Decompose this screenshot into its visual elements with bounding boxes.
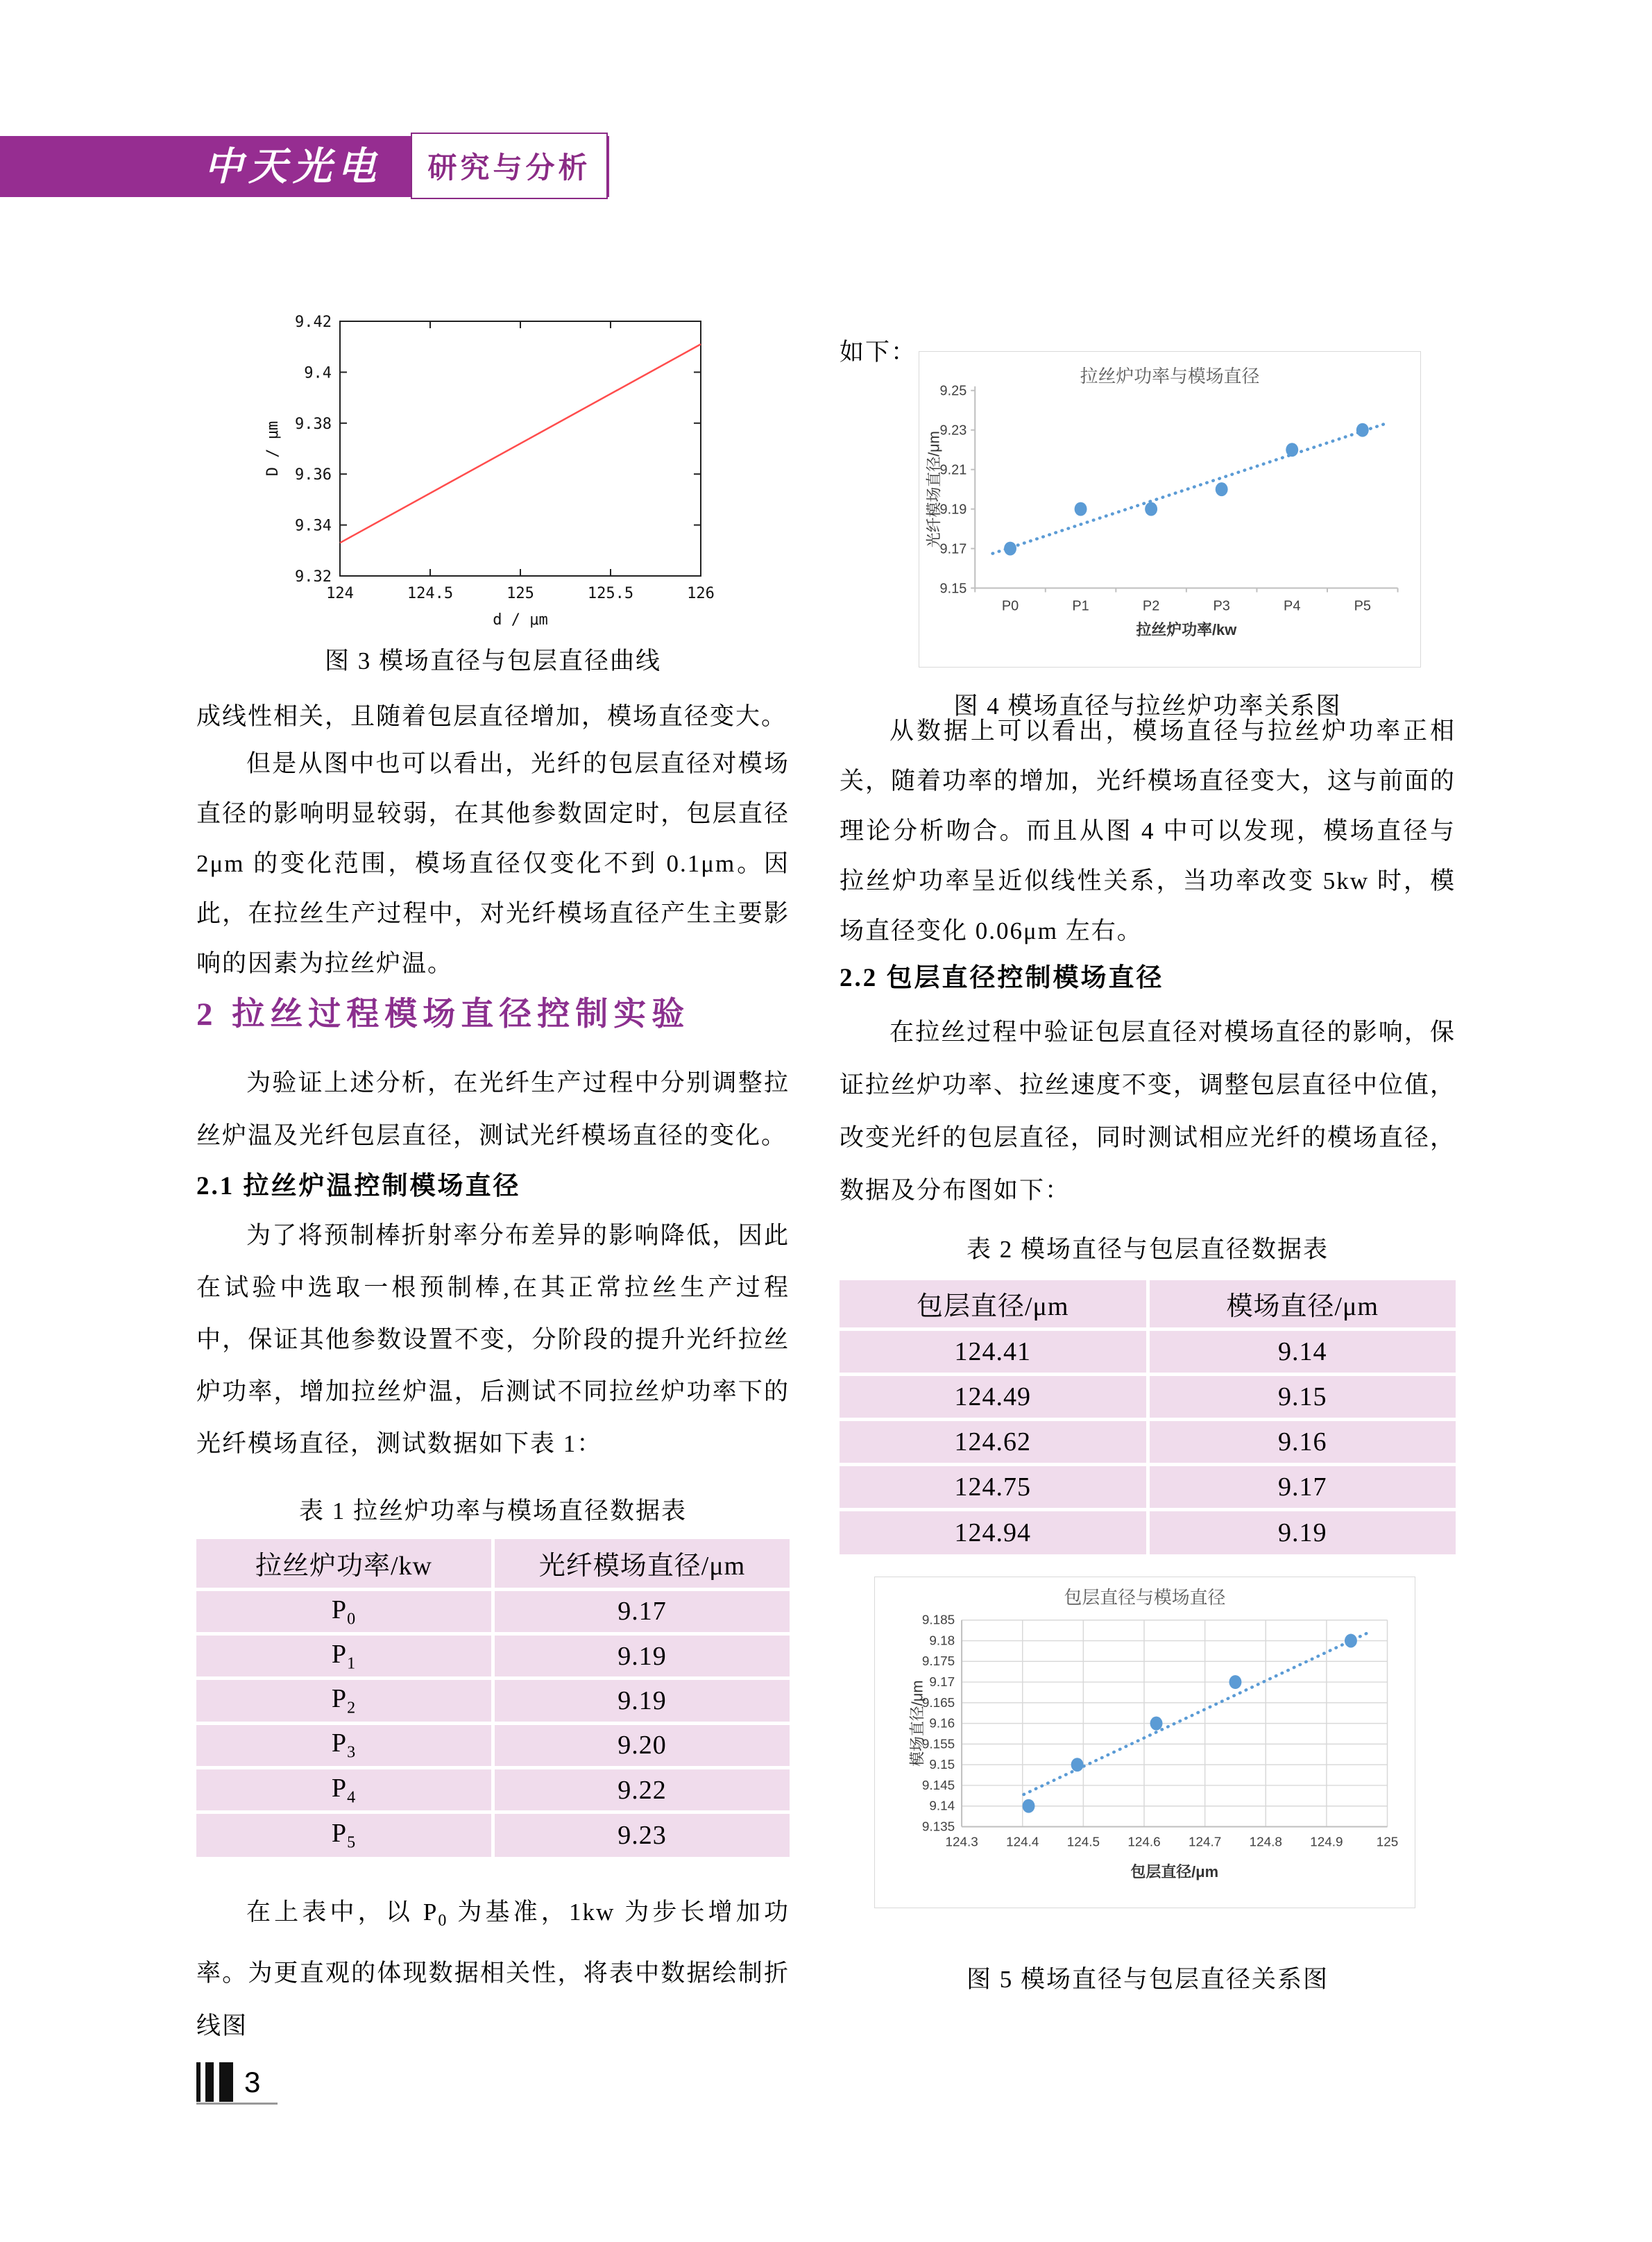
table1-power-cell: $P_2$ — [196, 1679, 493, 1723]
svg-text:9.23: 9.23 — [939, 423, 967, 439]
table1-note-pre: 在上表中，以 P — [246, 1899, 438, 1926]
table2-cladding-cell: 124.94 — [840, 1509, 1148, 1554]
table2-row — [840, 1329, 1456, 1374]
paragraph-verify-analysis: 为验证上述分析，在光纤生产过程中分别调整拉丝炉温及光纤包层直径，测试光纤模场直径的变化。 — [196, 1069, 790, 1149]
svg-text:124.3: 124.3 — [945, 1835, 978, 1850]
table2-column-header: 包层直径/μm — [840, 1280, 1148, 1329]
svg-text:126: 126 — [687, 585, 715, 602]
svg-text:125: 125 — [506, 585, 534, 602]
svg-text:9.135: 9.135 — [921, 1819, 955, 1835]
footer-rule — [196, 2103, 278, 2105]
svg-text:光纤模场直径/μm: 光纤模场直径/μm — [925, 430, 943, 548]
svg-text:D / μm: D / μm — [264, 421, 282, 477]
section-tag-label: 研究与分析 — [427, 151, 591, 184]
table2-mfd-cell: 9.19 — [1148, 1509, 1456, 1554]
figure4-chart — [919, 351, 1421, 668]
paragraph-lead-in: 如下： — [840, 339, 917, 366]
svg-text:d / μm: d / μm — [493, 611, 548, 629]
table1-note-post: 为基准，1kw 为步长增加功率。为更直观的体现数据相关性，将表中数据绘制折线图 — [196, 1899, 790, 2039]
svg-text:P4: P4 — [1284, 598, 1301, 614]
svg-text:9.165: 9.165 — [921, 1695, 955, 1710]
section-heading-2-2: 2.2 包层直径控制模场直径 — [840, 964, 1164, 992]
table1-power-cell: $P_3$ — [196, 1723, 493, 1767]
figure4-caption: 图 4 模场直径与拉丝炉功率关系图 — [953, 693, 1342, 720]
svg-text:9.38: 9.38 — [295, 415, 332, 433]
table2-mfd-cell: 9.14 — [1148, 1329, 1456, 1374]
svg-text:124: 124 — [326, 585, 354, 602]
svg-text:124.6: 124.6 — [1127, 1835, 1161, 1850]
table1-column-header: 拉丝炉功率/kw — [196, 1539, 493, 1589]
table-cladding-mfd — [840, 1280, 1456, 1554]
table1-mfd-cell: 9.22 — [493, 1767, 790, 1812]
table1-header-row — [196, 1539, 790, 1589]
svg-text:P5: P5 — [1354, 598, 1371, 614]
svg-text:包层直径/μm: 包层直径/μm — [1130, 1863, 1219, 1881]
svg-text:P0: P0 — [1001, 598, 1019, 614]
svg-text:9.16: 9.16 — [929, 1716, 955, 1731]
figure5-chart — [874, 1577, 1415, 1908]
svg-text:模场直径/μm: 模场直径/μm — [908, 1680, 926, 1767]
table2-column-header: 模场直径/μm — [1148, 1280, 1456, 1329]
table1-mfd-cell: 9.20 — [493, 1723, 790, 1767]
page-footer-marker-icon — [196, 2062, 233, 2102]
figure3-caption: 图 3 模场直径与包层直径曲线 — [324, 647, 661, 674]
svg-text:124.5: 124.5 — [1066, 1835, 1100, 1850]
svg-text:125: 125 — [1376, 1835, 1399, 1850]
page-number: 3 — [244, 2066, 261, 2098]
paragraph-cladding-weak-effect: 但是从图中也可以看出，光纤的包层直径对模场直径的影响明显较弱，在其他参数固定时，包层直径 2μm 的变化范围，模场直径仅变化不到 0.1μm。因此，在拉丝生产过程中，对光纤模场直径产生主要影响的因素为拉丝炉温。 — [196, 750, 790, 977]
table2-cladding-cell: 124.62 — [840, 1419, 1148, 1464]
table1-note-sub: 0 — [438, 1912, 448, 1930]
svg-text:9.15: 9.15 — [939, 581, 967, 597]
figure5-caption: 图 5 模场直径与包层直径关系图 — [966, 1966, 1329, 1993]
svg-text:9.25: 9.25 — [939, 383, 967, 399]
table1-caption: 表 1 拉丝炉功率与模场直径数据表 — [298, 1497, 687, 1525]
table2-row — [840, 1419, 1456, 1464]
svg-text:9.32: 9.32 — [295, 568, 332, 586]
table2-header-row — [840, 1280, 1456, 1329]
table1-mfd-cell: 9.23 — [493, 1812, 790, 1857]
table2-cladding-cell: 124.41 — [840, 1329, 1148, 1374]
table2-caption: 表 2 模场直径与包层直径数据表 — [966, 1236, 1329, 1263]
table1-row — [196, 1767, 790, 1812]
section-heading-2-1: 2.1 拉丝炉温控制模场直径 — [196, 1172, 521, 1200]
table2-mfd-cell: 9.17 — [1148, 1464, 1456, 1509]
table1-power-cell: $P_1$ — [196, 1634, 493, 1679]
paragraph-furnace-experiment: 为了将预制棒折射率分布差异的影响降低，因此在试验中选取一根预制棒,在其正常拉丝生产过程中，保证其他参数设置不变，分阶段的提升光纤拉丝炉功率，增加拉丝炉温，后测试不同拉丝炉功率下的光纤模场直径，测试数据如下表 1： — [196, 1222, 790, 1457]
section-heading-2: 2 拉丝过程模场直径控制实验 — [196, 996, 690, 1033]
section-tag-box — [411, 133, 608, 199]
svg-text:9.155: 9.155 — [921, 1737, 955, 1752]
table1-row — [196, 1634, 790, 1679]
svg-text:9.4: 9.4 — [304, 364, 332, 382]
paragraph-power-positive-correlation: 从数据上可以看出，模场直径与拉丝炉功率正相关，随着功率的增加，光纤模场直径变大，这与前面的理论分析吻合。而且从图 4 中可以发现，模场直径与拉丝炉功率呈近似线性关系，当功率改变 5kw 时，模场直径变化 0.06μm 左右。 — [840, 717, 1456, 944]
svg-text:9.14: 9.14 — [929, 1799, 955, 1814]
table1-power-cell: $P_0$ — [196, 1589, 493, 1633]
table1-mfd-cell: 9.19 — [493, 1679, 790, 1723]
svg-text:拉丝炉功率与模场直径: 拉丝炉功率与模场直径 — [1080, 366, 1260, 387]
brand-logo: 中天光电 — [204, 144, 382, 189]
paragraph-linear-relation: 成线性相关，且随着包层直径增加，模场直径变大。 — [196, 703, 787, 730]
svg-text:9.185: 9.185 — [921, 1613, 955, 1628]
svg-text:P3: P3 — [1213, 598, 1230, 614]
svg-text:包层直径与模场直径: 包层直径与模场直径 — [1064, 1588, 1226, 1608]
svg-text:124.4: 124.4 — [1006, 1835, 1039, 1850]
svg-text:9.18: 9.18 — [929, 1633, 955, 1649]
table2-row — [840, 1464, 1456, 1509]
svg-text:9.17: 9.17 — [929, 1675, 955, 1690]
svg-text:9.15: 9.15 — [929, 1758, 955, 1773]
svg-text:9.19: 9.19 — [939, 502, 967, 518]
svg-text:9.145: 9.145 — [921, 1778, 955, 1793]
table2-mfd-cell: 9.16 — [1148, 1419, 1456, 1464]
table1-row — [196, 1679, 790, 1723]
table2-row — [840, 1509, 1456, 1554]
svg-text:P1: P1 — [1072, 598, 1089, 614]
svg-text:124.9: 124.9 — [1310, 1835, 1343, 1850]
svg-text:9.36: 9.36 — [295, 466, 332, 484]
table-power-mfd — [196, 1539, 790, 1857]
svg-text:124.7: 124.7 — [1188, 1835, 1222, 1850]
svg-text:9.175: 9.175 — [921, 1654, 955, 1670]
table1-row — [196, 1723, 790, 1767]
svg-text:124.5: 124.5 — [407, 585, 454, 602]
svg-text:P2: P2 — [1142, 598, 1160, 614]
svg-text:9.42: 9.42 — [295, 314, 332, 331]
table1-column-header: 光纤模场直径/μm — [493, 1539, 790, 1589]
figure3-chart — [236, 304, 729, 630]
table1-power-cell: $P_5$ — [196, 1812, 493, 1857]
svg-text:9.34: 9.34 — [295, 517, 332, 535]
table1-power-cell: $P_4$ — [196, 1767, 493, 1812]
table1-mfd-cell: 9.17 — [493, 1589, 790, 1633]
table2-row — [840, 1374, 1456, 1419]
table1-row — [196, 1589, 790, 1633]
paragraph-table1-note — [196, 1886, 790, 2053]
svg-text:拉丝炉功率/kw: 拉丝炉功率/kw — [1136, 621, 1237, 639]
svg-text:124.8: 124.8 — [1249, 1835, 1282, 1850]
table2-cladding-cell: 124.75 — [840, 1464, 1148, 1509]
svg-text:9.21: 9.21 — [939, 462, 967, 478]
svg-text:125.5: 125.5 — [587, 585, 634, 602]
paragraph-cladding-experiment: 在拉丝过程中验证包层直径对模场直径的影响，保证拉丝炉功率、拉丝速度不变，调整包层直径中位值，改变光纤的包层直径，同时测试相应光纤的模场直径，数据及分布图如下： — [840, 1019, 1456, 1204]
table2-mfd-cell: 9.15 — [1148, 1374, 1456, 1419]
table2-cladding-cell: 124.49 — [840, 1374, 1148, 1419]
svg-text:9.17: 9.17 — [939, 541, 967, 557]
table1-row — [196, 1812, 790, 1857]
table1-mfd-cell: 9.19 — [493, 1634, 790, 1679]
